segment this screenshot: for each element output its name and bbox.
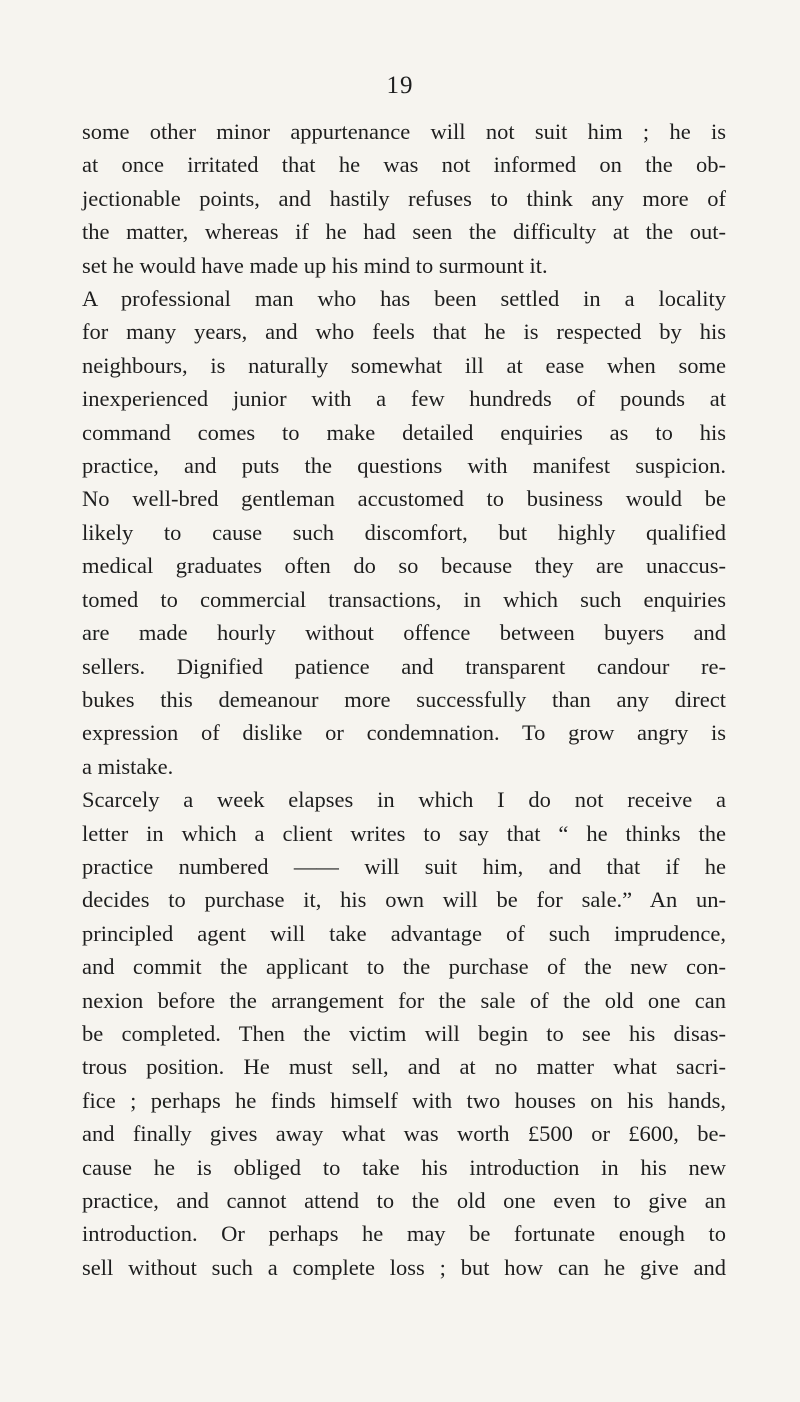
body-text: [82, 115, 726, 1284]
text-line-35: sell without such a complete loss ; but how can he give and: [82, 1254, 726, 1280]
text-line-2: at once irritated that he was not informed on the ob-: [82, 152, 726, 178]
text-line-7: for many years, and who feels that he is respected by his: [82, 319, 726, 345]
text-line-12: No well-bred gentleman accustomed to business would be: [82, 486, 726, 512]
text-line-20: a mistake.: [82, 753, 174, 779]
text-line-9: inexperienced junior with a few hundreds of pounds at: [82, 386, 726, 412]
text-line-11: practice, and puts the questions with manifest suspicion.: [82, 453, 726, 479]
page-number: 19: [386, 72, 414, 99]
text-line-14: medical graduates often do so because they are unaccus-: [82, 553, 726, 579]
text-line-5: set he would have made up his mind to surmount it.: [82, 252, 548, 278]
text-line-31: and finally gives away what was worth £500 or £600, be-: [82, 1121, 726, 1147]
text-line-1: some other minor appurtenance will not suit him ; he is: [82, 119, 726, 144]
text-line-23: practice numbered —— will suit him, and that if he: [82, 853, 726, 879]
text-line-19: expression of dislike or condemnation. To grow angry is: [82, 720, 726, 746]
text-line-28: be completed. Then the victim will begin to see his disas-: [82, 1020, 726, 1046]
text-line-15: tomed to commercial transactions, in which such enquiries: [82, 586, 726, 612]
text-line-34: introduction. Or perhaps he may be fortunate enough to: [82, 1221, 726, 1247]
text-line-3: jectionable points, and hastily refuses to think any more of: [82, 185, 726, 211]
text-line-22: letter in which a client writes to say that “ he thinks the: [82, 820, 726, 846]
text-line-27: nexion before the arrangement for the sale of the old one can: [82, 987, 726, 1013]
text-line-17: sellers. Dignified patience and transparent candour re-: [82, 653, 726, 679]
text-line-21: Scarcely a week elapses in which I do not receive a: [82, 787, 726, 813]
text-line-8: neighbours, is naturally somewhat ill at ease when some: [82, 352, 726, 378]
text-line-32: cause he is obliged to take his introduction in his new: [82, 1154, 726, 1180]
text-line-10: command comes to make detailed enquiries as to his: [82, 419, 726, 445]
text-line-24: decides to purchase it, his own will be for sale.” An un-: [82, 887, 726, 913]
text-line-4: the matter, whereas if he had seen the difficulty at the out-: [82, 219, 726, 245]
text-line-16: are made hourly without offence between buyers and: [82, 620, 726, 646]
text-line-30: fice ; perhaps he finds himself with two houses on his hands,: [82, 1087, 726, 1113]
text-line-26: and commit the applicant to the purchase of the new con-: [82, 954, 726, 980]
text-line-33: practice, and cannot attend to the old one even to give an: [82, 1188, 726, 1213]
text-line-18: bukes this demeanour more successfully than any direct: [82, 686, 726, 712]
text-line-29: trous position. He must sell, and at no matter what sacri-: [82, 1054, 726, 1080]
text-line-13: likely to cause such discomfort, but highly qualified: [82, 519, 726, 545]
text-line-25: principled agent will take advantage of such imprudence,: [82, 920, 726, 946]
text-line-6: A professional man who has been settled in a locality: [82, 286, 726, 312]
